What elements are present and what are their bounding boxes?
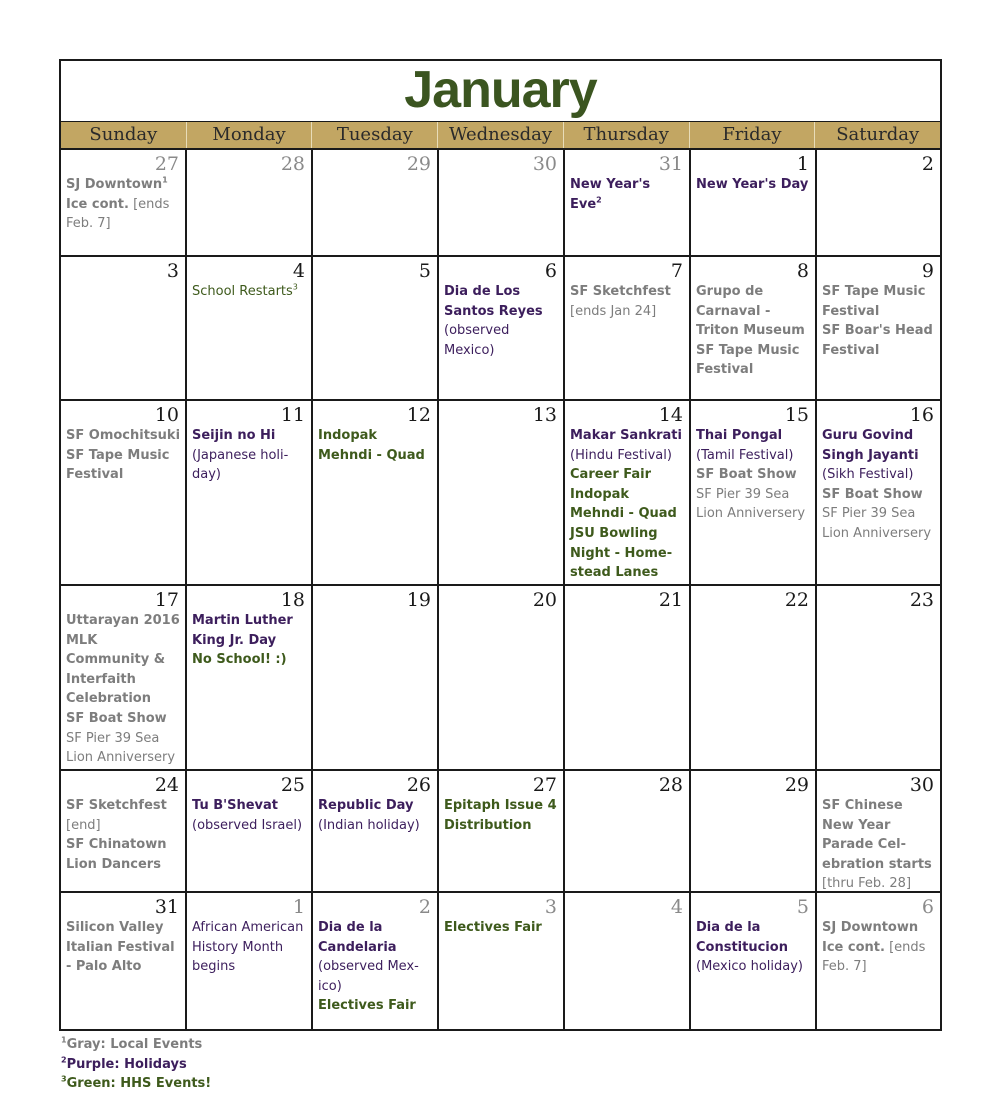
day-number: 9 xyxy=(921,260,934,282)
day-number: 31 xyxy=(658,153,683,175)
footnote-marker: 3 xyxy=(61,1074,67,1084)
day-number: 31 xyxy=(154,896,179,918)
day-number: 3 xyxy=(544,896,557,918)
month-title: January xyxy=(404,61,597,119)
day-number: 1 xyxy=(292,896,305,918)
day-cell xyxy=(691,586,817,771)
event-text: (Tamil Festival) xyxy=(696,447,794,463)
event-line xyxy=(696,282,811,341)
day-number: 27 xyxy=(532,774,557,796)
event-text: Martin Luther King Jr. Day xyxy=(192,613,293,648)
day-cell xyxy=(313,586,439,771)
event-text: Ice cont. xyxy=(66,196,129,212)
event-text: Dia de la Candelaria xyxy=(318,920,397,955)
event-text: SF Sketchfest xyxy=(570,284,671,299)
day-number: 24 xyxy=(154,774,179,796)
event-line xyxy=(318,918,433,957)
weekday-saturday: Saturday xyxy=(836,124,920,145)
day-number: 30 xyxy=(909,774,934,796)
day-number: 5 xyxy=(418,260,431,282)
day-cell xyxy=(61,257,187,401)
day-number: 30 xyxy=(532,153,557,175)
day-number: 15 xyxy=(784,404,809,426)
event-line xyxy=(822,485,936,505)
day-cell xyxy=(691,893,817,1031)
day-number: 20 xyxy=(532,589,557,611)
footnote-marker: 2 xyxy=(596,195,602,205)
event-text: School Restarts$^3$ xyxy=(192,282,298,299)
day-cell xyxy=(817,401,940,586)
day-cell xyxy=(187,257,313,401)
event-text: SF Chinese New Year Parade Cel-ebration starts xyxy=(822,798,932,872)
day-cell xyxy=(61,150,187,257)
event-line xyxy=(822,426,936,465)
day-number: 17 xyxy=(154,589,179,611)
event-text: Republic Day xyxy=(318,798,414,813)
event-text: SF Boat Show xyxy=(822,486,923,502)
day-cell xyxy=(313,893,439,1031)
day-number: 12 xyxy=(406,404,431,426)
event-text: SF Sketchfest xyxy=(66,798,167,813)
day-cell xyxy=(313,401,439,586)
event-text: (Mexico holiday) xyxy=(696,959,803,975)
day-cell xyxy=(313,771,439,893)
event-text: Epitaph Issue 4 Distribution xyxy=(444,798,557,833)
event-text: SF Boar's Head Festival xyxy=(822,323,933,358)
event-text: New Year's Day xyxy=(696,177,809,192)
event-line xyxy=(822,321,936,360)
event-line xyxy=(192,918,307,977)
event-text: SF Tape Music Festival xyxy=(696,342,800,378)
event-line xyxy=(192,796,307,816)
event-line xyxy=(696,918,811,957)
day-cell xyxy=(817,150,940,257)
footnote-marker: 1 xyxy=(61,1035,67,1045)
event-text: SF Pier 39 Sea Lion Anniversery xyxy=(822,506,932,541)
day-cell xyxy=(817,257,940,401)
event-text: Indopak Mehndi - Quad xyxy=(570,486,677,522)
event-line xyxy=(822,282,936,321)
event-text: [ends Jan 24] xyxy=(570,303,657,319)
event-line xyxy=(822,504,936,543)
legend-entry xyxy=(61,1055,211,1075)
event-line xyxy=(192,650,307,670)
legend-label: Green: HHS Events! xyxy=(66,1076,212,1092)
event-line xyxy=(822,874,936,893)
event-line xyxy=(318,996,433,1016)
day-number: 28 xyxy=(280,153,305,175)
event-line xyxy=(570,446,685,466)
day-number: 19 xyxy=(406,589,431,611)
day-number: 2 xyxy=(921,153,934,175)
event-line xyxy=(444,282,559,321)
event-text: SF Omochitsuki xyxy=(66,428,181,443)
legend-label: Gray: Local Events xyxy=(66,1037,203,1052)
day-number: 5 xyxy=(796,896,809,918)
day-number: 29 xyxy=(784,774,809,796)
day-cell xyxy=(691,150,817,257)
day-number: 13 xyxy=(532,404,557,426)
event-line xyxy=(696,446,811,466)
day-cell xyxy=(313,150,439,257)
event-line xyxy=(66,835,181,874)
event-text: [ends Feb. 7] xyxy=(822,939,926,975)
color-legend xyxy=(61,1035,211,1094)
event-text: Grupo de Carnaval - Triton Museum xyxy=(696,284,805,339)
event-text: Career Fair xyxy=(570,467,652,483)
event-line xyxy=(66,816,181,836)
event-text: Silicon Valley Italian Festival - Palo Alto xyxy=(66,920,175,975)
event-text: [ends Feb. 7] xyxy=(66,196,170,232)
event-line xyxy=(696,957,811,977)
event-text: New Year's Eve$^2$ xyxy=(570,177,651,212)
day-cell xyxy=(691,401,817,586)
event-line xyxy=(570,302,685,322)
event-line xyxy=(192,446,307,485)
day-cell xyxy=(691,257,817,401)
day-cell xyxy=(817,586,940,771)
event-line xyxy=(66,631,181,709)
day-number: 27 xyxy=(154,153,179,175)
event-line xyxy=(444,918,559,938)
day-cell xyxy=(187,401,313,586)
legend-entry xyxy=(61,1074,211,1094)
weekday-monday: Monday xyxy=(187,122,313,148)
event-line xyxy=(318,957,433,996)
event-line xyxy=(822,796,936,874)
day-number: 21 xyxy=(658,589,683,611)
event-line xyxy=(444,796,559,835)
event-text: No School! :) xyxy=(192,652,287,668)
event-text: Electives Fair xyxy=(318,998,416,1014)
day-number: 2 xyxy=(418,896,431,918)
event-text: Indopak Mehndi - Quad xyxy=(318,428,425,463)
event-text: Dia de la Constitucion xyxy=(696,920,788,955)
event-text: SF Chinatown Lion Dancers xyxy=(66,837,167,872)
event-line xyxy=(570,465,685,485)
event-line xyxy=(192,816,307,836)
day-cell xyxy=(439,586,565,771)
day-cell xyxy=(691,771,817,893)
event-text: (Sikh Festival) xyxy=(822,467,914,483)
day-cell xyxy=(565,771,691,893)
event-line xyxy=(570,175,685,214)
event-line xyxy=(696,485,811,524)
event-text: Electives Fair xyxy=(444,920,542,935)
footnote-marker: 1 xyxy=(162,175,168,185)
event-text: JSU Bowling Night - Home-stead Lanes xyxy=(570,525,673,581)
day-cell xyxy=(439,401,565,586)
day-cell xyxy=(439,771,565,893)
day-number: 16 xyxy=(909,404,934,426)
event-line xyxy=(696,426,811,446)
event-text: Ice cont. xyxy=(822,939,885,955)
event-text: Makar Sankrati xyxy=(570,428,682,443)
event-line xyxy=(318,426,433,465)
event-text: Dia de Los Santos Reyes xyxy=(444,284,543,319)
event-text: SF Tape Music Festival xyxy=(66,447,170,483)
event-line xyxy=(66,709,181,729)
calendar-grid xyxy=(61,150,940,1029)
event-line xyxy=(696,175,811,195)
event-text: MLK Community & Interfaith Celebration xyxy=(66,632,166,707)
event-line xyxy=(318,796,433,816)
event-text: (Japanese holi-day) xyxy=(192,447,289,483)
day-cell xyxy=(439,150,565,257)
day-cell xyxy=(817,893,940,1031)
day-number: 3 xyxy=(166,260,179,282)
event-text: African American History Month begins xyxy=(192,920,304,975)
day-cell xyxy=(565,257,691,401)
event-line xyxy=(696,341,811,380)
day-number: 14 xyxy=(658,404,683,426)
legend-entry xyxy=(61,1035,211,1055)
event-line xyxy=(66,195,181,234)
event-text: [end] xyxy=(66,817,101,833)
day-cell xyxy=(187,150,313,257)
day-cell xyxy=(817,771,940,893)
day-number: 6 xyxy=(544,260,557,282)
day-cell xyxy=(61,771,187,893)
event-line xyxy=(318,816,433,836)
event-text: (Indian holiday) xyxy=(318,817,420,833)
day-cell xyxy=(61,586,187,771)
event-text: Uttarayan 2016 xyxy=(66,613,180,628)
day-number: 25 xyxy=(280,774,305,796)
day-cell xyxy=(439,257,565,401)
day-number: 18 xyxy=(280,589,305,611)
day-cell xyxy=(61,893,187,1031)
day-number: 22 xyxy=(784,589,809,611)
event-line xyxy=(192,282,307,302)
footnote-marker: 2 xyxy=(61,1055,67,1065)
event-line xyxy=(66,796,181,816)
event-line xyxy=(570,426,685,446)
day-cell xyxy=(439,893,565,1031)
event-text: [thru Feb. 28] xyxy=(822,876,912,892)
event-line xyxy=(822,918,936,938)
event-line xyxy=(66,611,181,631)
weekday-wednesday: Wednesday xyxy=(438,122,564,148)
day-cell xyxy=(565,150,691,257)
event-line xyxy=(570,485,685,524)
day-cell xyxy=(565,401,691,586)
event-line xyxy=(66,426,181,446)
weekday-thursday: Thursday xyxy=(564,122,690,148)
event-line xyxy=(822,465,936,485)
day-number: 7 xyxy=(670,260,683,282)
event-text: (observed Israel) xyxy=(192,817,303,833)
day-cell xyxy=(187,771,313,893)
event-text: Guru Govind Singh Jayanti xyxy=(822,428,919,463)
event-text: SF Tape Music Festival xyxy=(822,284,926,319)
day-cell xyxy=(61,401,187,586)
event-text: (observed Mexico) xyxy=(444,323,510,358)
day-number: 29 xyxy=(406,153,431,175)
event-line xyxy=(192,611,307,650)
event-text: Thai Pongal xyxy=(696,428,783,443)
day-number: 23 xyxy=(909,589,934,611)
event-line xyxy=(570,524,685,583)
event-text: SJ Downtown xyxy=(822,920,919,935)
day-number: 4 xyxy=(292,260,305,282)
event-text: (Hindu Festival) xyxy=(570,447,672,463)
event-text: SF Boat Show xyxy=(696,467,797,483)
day-cell xyxy=(187,586,313,771)
day-number: 10 xyxy=(154,404,179,426)
event-text: (observed Mex-ico) xyxy=(318,959,419,994)
event-line xyxy=(822,938,936,977)
event-text: Tu B'Shevat xyxy=(192,798,279,813)
event-line xyxy=(444,321,559,360)
day-cell xyxy=(187,893,313,1031)
event-text: SF Pier 39 Sea Lion Anniversery xyxy=(66,730,176,766)
day-cell xyxy=(565,893,691,1031)
day-number: 26 xyxy=(406,774,431,796)
day-number: 4 xyxy=(670,896,683,918)
event-text: SF Boat Show xyxy=(66,710,167,726)
event-line xyxy=(66,446,181,485)
weekday-friday: Friday xyxy=(690,122,816,148)
legend-label: Purple: Holidays xyxy=(66,1056,187,1072)
weekday-tuesday: Tuesday xyxy=(312,122,438,148)
event-line xyxy=(570,282,685,302)
day-cell xyxy=(313,257,439,401)
day-number: 8 xyxy=(796,260,809,282)
event-line xyxy=(66,729,181,768)
day-cell xyxy=(565,586,691,771)
day-number: 1 xyxy=(796,153,809,175)
event-line xyxy=(66,918,181,977)
day-number: 6 xyxy=(921,896,934,918)
event-text: SF Pier 39 Sea Lion Anniversery xyxy=(696,486,806,522)
footnote-marker: 3 xyxy=(292,282,298,292)
event-text: Seijin no Hi xyxy=(192,428,276,443)
event-line xyxy=(192,426,307,446)
calendar xyxy=(59,59,942,1031)
event-line xyxy=(66,175,181,195)
day-number: 11 xyxy=(280,404,305,426)
weekday-header-row xyxy=(61,121,940,150)
event-text: SJ Downtown$^1$ xyxy=(66,175,168,192)
day-number: 28 xyxy=(658,774,683,796)
event-line xyxy=(696,465,811,485)
weekday-sunday: Sunday xyxy=(61,122,187,148)
